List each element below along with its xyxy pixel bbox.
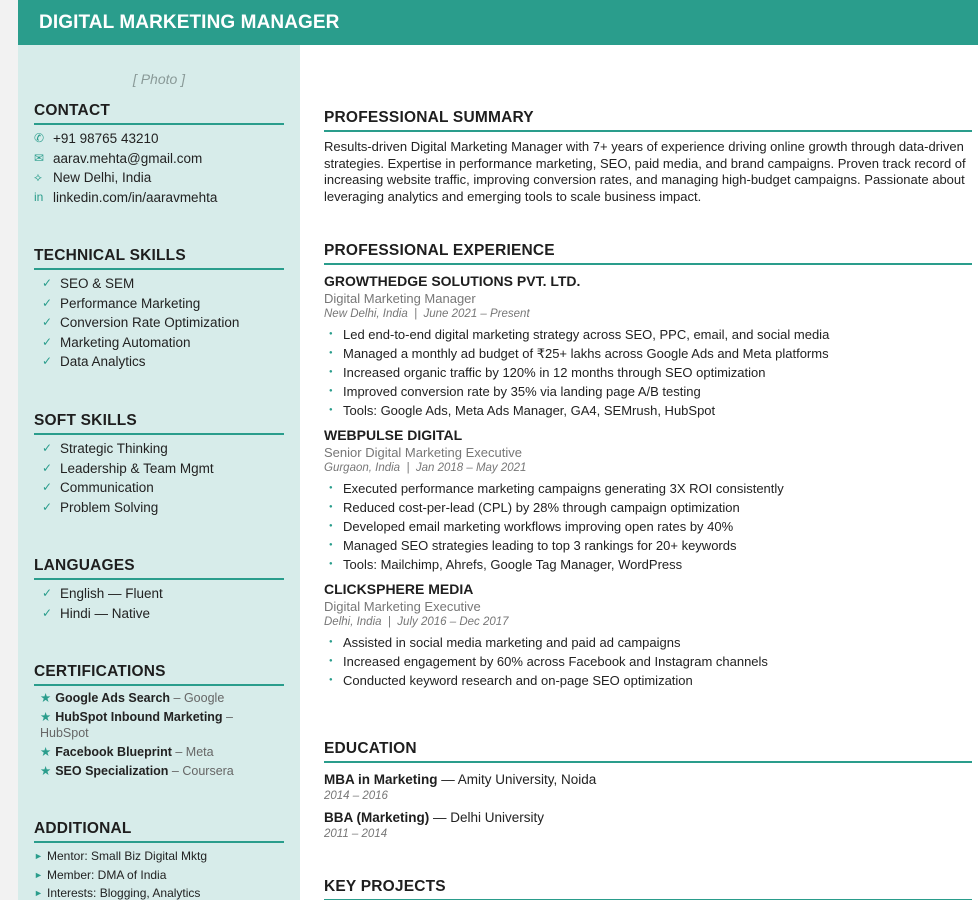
job-entry (324, 272, 972, 420)
certification-name: Facebook Blueprint (55, 745, 172, 759)
education-degree (324, 770, 972, 789)
bullet-text: Reduced cost-per-lead (CPL) by 28% through campaign optimization (343, 500, 740, 515)
job-bullet (324, 479, 972, 498)
list-item (34, 604, 284, 624)
check-icon: ✓ (42, 441, 53, 455)
list-item (34, 352, 284, 372)
bullet-icon: ● (329, 523, 333, 529)
soft-skills-list (34, 439, 284, 517)
contact-text: +91 98765 43210 (53, 131, 159, 146)
degree-name: BBA (Marketing) (324, 810, 430, 825)
technical-skills-list (34, 274, 284, 372)
list-item (34, 478, 284, 498)
additional-text: Mentor: Small Biz Digital Mktg (47, 849, 208, 863)
bullet-text: Managed a monthly ad budget of ₹25+ lakhs across Google Ads and Meta platforms (343, 346, 829, 361)
job-role: Digital Marketing Manager (324, 291, 476, 306)
summary-text: Results-driven Digital Marketing Manager with 7+ years of experience driving online growth through data-driven strategies. Expertise in performance marketing, SEO, paid media, and brand campaigns. Proven track record of increasing website traffic, improving conversion rates, and managing high-budget campaigns. Passionate about leveraging analytics and emerging tools to scale business impact. (324, 139, 966, 204)
certification-name: SEO Specialization (55, 764, 169, 778)
check-icon: ✓ (42, 460, 53, 475)
job-bullet (324, 363, 972, 382)
additional-text: Member: DMA of India (47, 867, 167, 882)
job-bullet (324, 517, 972, 536)
list-item (34, 459, 284, 479)
list-item (34, 584, 284, 604)
job-bullet (324, 555, 972, 574)
check-icon: ✓ (42, 499, 53, 514)
summary-title: PROFESSIONAL SUMMARY (324, 109, 972, 132)
list-item-label: Hindi — Native (60, 605, 151, 621)
check-icon: ✓ (42, 480, 53, 494)
list-item-label: Leadership & Team Mgmt (60, 460, 214, 476)
company-name: WEBPULSE DIGITAL (324, 427, 463, 443)
list-item-label: Strategic Thinking (60, 441, 168, 456)
job-bullet (324, 652, 972, 671)
bullet-text: Increased organic traffic by 120% in 12 months through SEO optimization (343, 365, 766, 380)
education-years: 2014 – 2016 (324, 790, 388, 802)
list-item-label: Communication (60, 480, 154, 495)
bullet-icon: ● (329, 542, 333, 548)
list-item-label: Data Analytics (60, 354, 146, 369)
list-item (34, 498, 284, 518)
job-bullet (324, 325, 972, 344)
bullet-text: Tools: Mailchimp, Ahrefs, Google Tag Manager, WordPress (343, 557, 683, 572)
check-icon: ✓ (42, 586, 53, 600)
contact-text: New Delhi, India (53, 170, 152, 185)
additional-section (34, 820, 284, 900)
job-bullet (324, 498, 972, 517)
linkedin-icon: in (34, 189, 44, 204)
company-name: CLICKSPHERE MEDIA (324, 581, 474, 597)
bullet-icon: ● (329, 504, 333, 510)
bullet-text: Tools: Google Ads, Meta Ads Manager, GA4, SEMrush, HubSpot (343, 403, 716, 418)
contact-text[interactable]: linkedin.com/in/aaravmehta (53, 189, 218, 205)
certification-item (34, 763, 284, 779)
main-content (324, 45, 966, 900)
contact-item (34, 149, 284, 169)
certification-item (34, 709, 284, 741)
languages-list (34, 584, 284, 623)
languages-section (34, 557, 284, 623)
star-icon: ★ (40, 691, 52, 705)
education-years: 2011 – 2014 (324, 828, 388, 840)
list-item (34, 294, 284, 314)
bullet-text: Increased engagement by 60% across Facebook and Instagram channels (343, 654, 768, 669)
technical-skills-title: TECHNICAL SKILLS (34, 247, 284, 270)
degree-name: MBA in Marketing (324, 772, 438, 787)
check-icon: ✓ (42, 605, 53, 620)
email-icon: ✉ (34, 150, 45, 165)
bullet-icon: ● (329, 388, 333, 394)
projects-section (324, 878, 972, 900)
list-item-label: Performance Marketing (60, 295, 201, 311)
bullet-text: Conducted keyword research and on-page SEO optimization (343, 673, 693, 688)
job-meta: Delhi, India | July 2016 – Dec 2017 (324, 616, 509, 628)
job-role: Senior Digital Marketing Executive (324, 445, 522, 460)
check-icon: ✓ (42, 315, 53, 329)
job-role: Digital Marketing Executive (324, 599, 481, 614)
list-item-label: Conversion Rate Optimization (60, 315, 240, 330)
certification-name: Google Ads Search (55, 691, 171, 705)
additional-item (34, 884, 284, 900)
resume-header (18, 0, 978, 45)
experience-section (324, 242, 972, 696)
star-icon: ★ (40, 710, 52, 724)
company-name: GROWTHEDGE SOLUTIONS PVT. LTD. (324, 273, 581, 289)
list-item (34, 313, 284, 333)
bullet-icon: ● (329, 407, 333, 413)
certification-item (34, 690, 284, 706)
education-list (324, 770, 972, 842)
bullet-icon: ● (329, 331, 333, 337)
list-item-label: Marketing Automation (60, 334, 191, 350)
arrow-icon: ► (34, 869, 43, 880)
school-name: — Amity University, Noida (437, 772, 597, 787)
list-item-label: Problem Solving (60, 499, 159, 515)
summary-section (324, 109, 972, 205)
experience-title: PROFESSIONAL EXPERIENCE (324, 242, 972, 265)
contact-section (34, 102, 284, 207)
list-item-label: English — Fluent (60, 586, 163, 601)
star-icon: ★ (40, 764, 52, 778)
contact-item (34, 168, 284, 188)
check-icon: ✓ (42, 276, 53, 290)
sidebar (18, 45, 300, 900)
education-section (324, 740, 972, 846)
certifications-title: CERTIFICATIONS (34, 663, 284, 686)
soft-skills-title: SOFT SKILLS (34, 412, 284, 435)
certifications-list (34, 690, 284, 779)
bullet-text: Executed performance marketing campaigns generating 3X ROI consistently (343, 481, 784, 496)
job-meta: New Delhi, India | June 2021 – Present (324, 308, 530, 320)
job-meta: Gurgaon, India | Jan 2018 – May 2021 (324, 462, 527, 474)
projects-title: KEY PROJECTS (324, 878, 972, 900)
list-item (34, 333, 284, 353)
resume-page (18, 0, 978, 900)
star-icon: ★ (40, 745, 52, 759)
bullet-text: Improved conversion rate by 35% via landing page A/B testing (343, 384, 701, 399)
check-icon: ✓ (42, 295, 53, 310)
certification-issuer: – Meta (171, 745, 214, 759)
job-bullet (324, 671, 972, 690)
languages-title: LANGUAGES (34, 557, 284, 580)
bullet-icon: ● (329, 639, 333, 645)
contact-item (34, 188, 284, 208)
education-degree (324, 808, 972, 827)
contact-text[interactable]: aarav.mehta@gmail.com (53, 150, 203, 166)
job-bullet (324, 401, 972, 420)
list-item (34, 439, 284, 459)
soft-skills-section (34, 412, 284, 517)
school-name: — Delhi University (429, 810, 545, 825)
certification-issuer: – Google (170, 691, 225, 705)
bullet-text: Developed email marketing workflows improving open rates by 40% (343, 519, 734, 534)
check-icon: ✓ (42, 354, 53, 368)
job-entry (324, 426, 972, 574)
job-bullet (324, 382, 972, 401)
job-bullet (324, 633, 972, 652)
bullet-text: Led end-to-end digital marketing strategy across SEO, PPC, email, and social media (343, 327, 830, 342)
education-title: EDUCATION (324, 740, 972, 763)
additional-title: ADDITIONAL (34, 820, 284, 843)
job-bullet (324, 536, 972, 555)
phone-icon: ✆ (34, 131, 45, 145)
additional-item (34, 866, 284, 885)
certification-name: HubSpot Inbound Marketing (55, 710, 223, 724)
location-icon: ⟡ (34, 170, 42, 184)
photo-placeholder: [ Photo ] (132, 71, 186, 87)
certification-item (34, 744, 284, 760)
technical-skills-section (34, 247, 284, 372)
job-bullet (324, 344, 972, 363)
certification-issuer: – HubSpot (40, 710, 233, 740)
arrow-icon: ► (34, 851, 43, 861)
contact-title: CONTACT (34, 102, 284, 125)
additional-item (34, 847, 284, 866)
bullet-icon: ● (329, 350, 333, 356)
contact-item (34, 129, 284, 149)
jobs-list (324, 272, 972, 690)
list-item-label: SEO & SEM (60, 276, 135, 291)
bullet-icon: ● (329, 485, 333, 491)
job-entry (324, 580, 972, 690)
bullet-icon: ● (329, 677, 333, 683)
bullet-icon: ● (329, 658, 333, 664)
job-title: DIGITAL MARKETING MANAGER (39, 11, 340, 33)
bullet-text: Assisted in social media marketing and paid ad campaigns (343, 635, 681, 650)
certifications-section (34, 663, 284, 782)
contact-list (34, 129, 284, 207)
additional-text: Interests: Blogging, Analytics (47, 886, 201, 900)
arrow-icon: ► (34, 888, 43, 898)
list-item (34, 274, 284, 294)
certification-issuer: – Coursera (168, 764, 234, 778)
check-icon: ✓ (42, 334, 53, 349)
bullet-icon: ● (329, 561, 333, 567)
bullet-icon: ● (329, 369, 333, 375)
bullet-text: Managed SEO strategies leading to top 3 rankings for 20+ keywords (343, 538, 737, 553)
additional-list (34, 847, 284, 900)
